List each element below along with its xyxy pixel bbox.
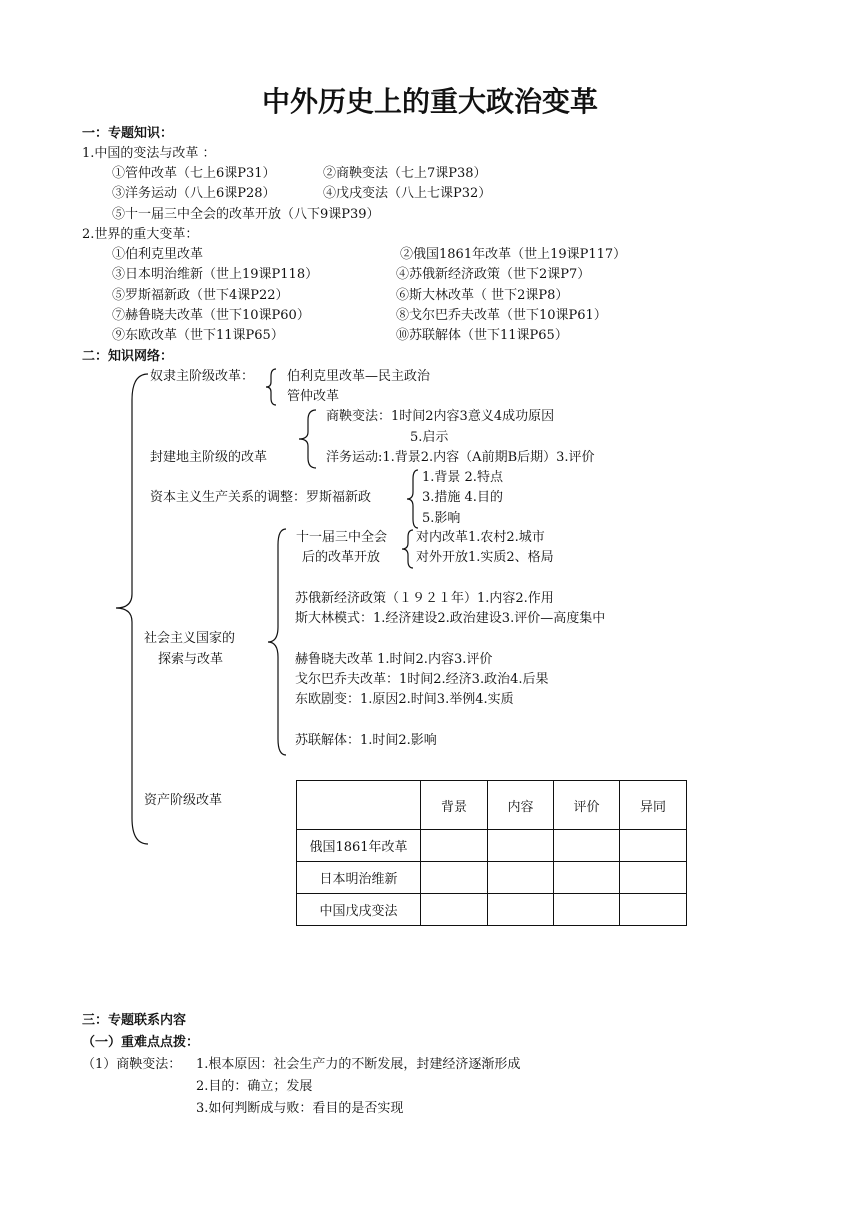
slave-item: 管仲改革: [287, 389, 340, 404]
socialist-item: 苏联解体：1.时间2.影响: [295, 733, 437, 748]
table-cell: [620, 894, 687, 926]
main-brace: [112, 372, 152, 846]
shang-yang-line: 1.根本原因：社会生产力的不断发展，封建经济逐渐形成: [196, 1057, 521, 1072]
plenum-brace: [400, 529, 416, 569]
roosevelt-item: 5.影响: [422, 511, 461, 526]
world-item: ⑤罗斯福新政（世下4课P22）: [112, 288, 289, 303]
feudal-label: 封建地主阶级的改革: [150, 450, 268, 465]
world-item: ⑥斯大林改革（ 世下2课P8）: [396, 288, 569, 303]
plenum-item: 对内改革1.农村2.城市: [416, 530, 545, 545]
table-cell: [421, 830, 488, 862]
feudal-item: 商鞅变法：1时间2内容3意义4成功原因: [326, 409, 555, 424]
plenum-label: 十一届三中全会: [296, 530, 388, 545]
socialist-item: 斯大林模式：1.经济建设2.政治建设3.评价—高度集中: [295, 611, 606, 626]
slave-label: 奴隶主阶级改革：: [150, 369, 255, 384]
china-item: ②商鞅变法（七上7课P38）: [323, 166, 487, 181]
shang-yang-label: （1）商鞅变法：: [82, 1057, 182, 1072]
world-item: ③日本明治维新（世上19课P118）: [112, 267, 319, 282]
feudal-item: 洋务运动:1.背景2.内容（A前期B后期）3.评价: [326, 450, 595, 465]
plenum-item: 对外开放1.实质2、格局: [416, 550, 554, 565]
table-header-cell: 异同: [620, 781, 687, 830]
feudal-item: 5.启示: [410, 430, 449, 445]
table-header-cell: 背景: [421, 781, 488, 830]
shang-yang-line: 3.如何判断成与败：看目的是否实现: [196, 1101, 404, 1116]
roosevelt-brace: [405, 469, 421, 529]
capitalist-adjust-label: 资本主义生产关系的调整：罗斯福新政: [150, 490, 372, 505]
socialist-brace: [264, 527, 290, 757]
shang-yang-line: 2.目的：确立；发展: [196, 1079, 313, 1094]
socialist-label: 社会主义国家的: [144, 631, 236, 646]
roosevelt-item: 1.背景 2.特点: [422, 470, 503, 485]
table-row-label: 日本明治维新: [297, 862, 421, 894]
china-item: ①管仲改革（七上6课P31）: [112, 166, 276, 181]
china-item: ④戊戌变法（八上七课P32）: [323, 186, 492, 201]
world-item: ①伯利克里改革: [112, 247, 204, 262]
table-cell: [554, 830, 620, 862]
section-2-heading: 二：知识网络：: [82, 349, 174, 364]
table-header-cell: 评价: [554, 781, 620, 830]
bourgeois-label: 资产阶级改革: [144, 793, 223, 808]
comparison-table: [296, 780, 687, 926]
socialist-item: 赫鲁晓夫改革 1.时间2.内容3.评价: [295, 652, 493, 667]
world-item: ⑧戈尔巴乔夫改革（世下10课P61）: [396, 308, 607, 323]
table-cell: [488, 830, 554, 862]
socialist-item: 苏俄新经济政策（１９２１年）1.内容2.作用: [295, 591, 554, 606]
table-cell: [421, 894, 488, 926]
world-item: ⑩苏联解体（世下11课P65）: [396, 328, 568, 343]
table-header-cell: [297, 781, 421, 830]
table-cell: [488, 894, 554, 926]
china-item: ⑤十一届三中全会的改革开放（八下9课P39）: [112, 207, 380, 222]
table-header-row: [297, 781, 687, 830]
table-cell: [620, 830, 687, 862]
section-3-heading: 三：专题联系内容: [82, 1013, 187, 1028]
roosevelt-item: 3.措施 4.目的: [422, 490, 503, 505]
world-heading: 2.世界的重大变革：: [82, 227, 199, 242]
table-cell: [421, 862, 488, 894]
world-item: ⑨东欧改革（世下11课P65）: [112, 328, 284, 343]
feudal-brace: [296, 408, 320, 470]
china-heading: 1.中国的变法与改革 ：: [82, 146, 216, 161]
socialist-label: 探索与改革: [158, 652, 224, 667]
page-title: 中外历史上的重大政治变革: [261, 85, 598, 118]
socialist-item: 戈尔巴乔夫改革：1时间2.经济3.政治4.后果: [295, 672, 549, 687]
plenum-label: 后的改革开放: [302, 550, 381, 565]
table-row: [297, 894, 687, 926]
table-cell: [488, 862, 554, 894]
china-item: ③洋务运动（八上6课P28）: [112, 186, 276, 201]
table-header-cell: 内容: [488, 781, 554, 830]
table-cell: [620, 862, 687, 894]
slave-item: 伯利克里改革—民主政治: [287, 369, 431, 384]
table-cell: [554, 862, 620, 894]
table-row-label: 中国戊戌变法: [297, 894, 421, 926]
section-3-subheading: （一）重难点点拨：: [82, 1035, 200, 1050]
table-row: [297, 830, 687, 862]
table-row: [297, 862, 687, 894]
section-1-heading: 一：专题知识：: [82, 126, 174, 141]
world-item: ⑦赫鲁晓夫改革（世下10课P60）: [112, 308, 310, 323]
world-item: ②俄国1861年改革（世上19课P117）: [400, 247, 627, 262]
slave-brace: [264, 368, 280, 406]
world-item: ④苏俄新经济政策（世下2课P7）: [396, 267, 591, 282]
socialist-item: 东欧剧变：1.原因2.时间3.举例4.实质: [295, 692, 514, 707]
table-row-label: 俄国1861年改革: [297, 830, 421, 862]
table-cell: [554, 894, 620, 926]
